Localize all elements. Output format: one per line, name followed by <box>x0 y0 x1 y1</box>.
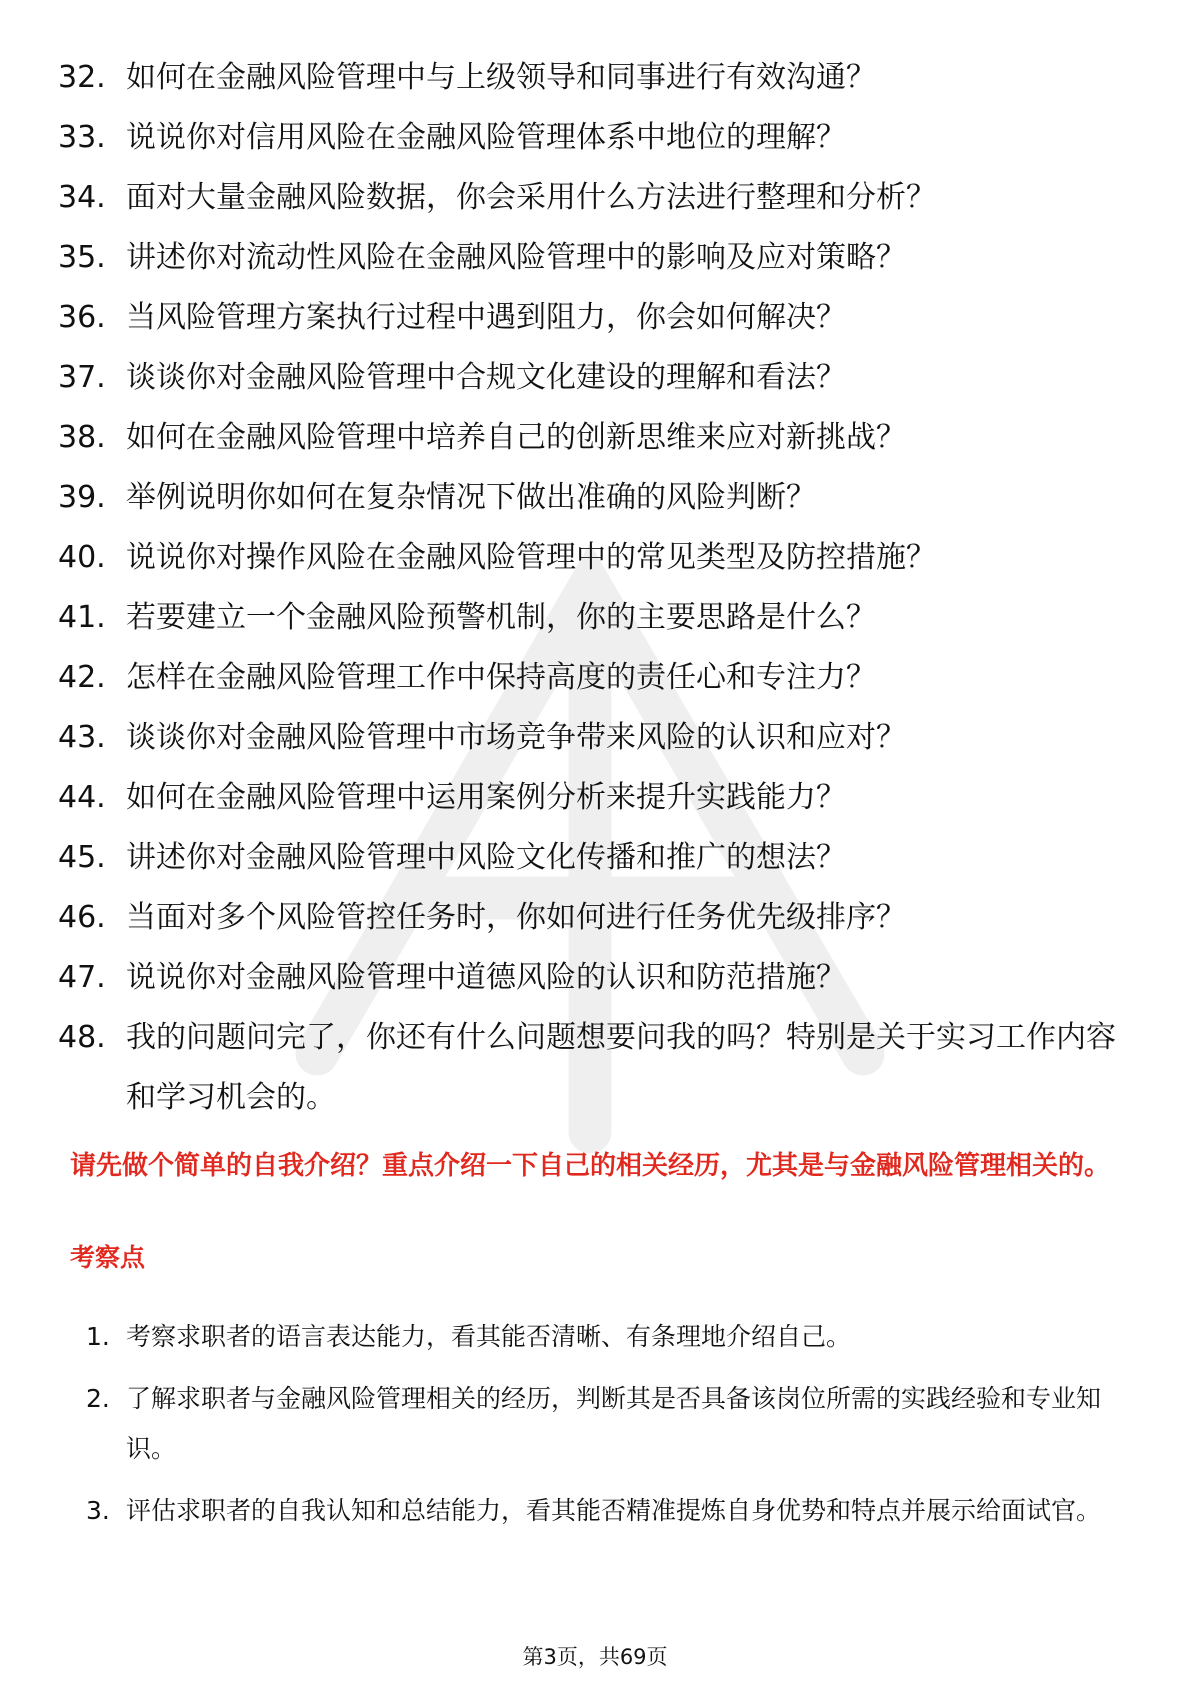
question-number: 34. <box>58 180 106 215</box>
question-text: 说说你对金融风险管理中道德风险的认识和防范措施？ <box>126 960 846 995</box>
question-number: 33. <box>58 120 106 155</box>
question-item <box>58 948 1138 1008</box>
question-number: 37. <box>58 360 106 395</box>
question-item <box>58 48 1138 108</box>
question-text: 说说你对操作风险在金融风险管理中的常见类型及防控措施？ <box>126 540 936 575</box>
evaluation-point <box>86 1374 1136 1474</box>
question-number: 47. <box>58 960 106 995</box>
question-number: 43. <box>58 720 106 755</box>
point-text: 了解求职者与金融风险管理相关的经历，判断其是否具备该岗位所需的实践经验和专业知识。 <box>126 1384 1102 1463</box>
evaluation-point <box>86 1312 1136 1362</box>
question-text: 我的问题问完了，你还有什么问题想要问我的吗？特别是关于实习工作内容和学习机会的。 <box>126 1020 1116 1115</box>
question-text: 说说你对信用风险在金融风险管理体系中地位的理解？ <box>126 120 846 155</box>
highlight-question: 请先做个简单的自我介绍？重点介绍一下自己的相关经历，尤其是与金融风险管理相关的。 <box>70 1151 1111 1181</box>
question-number: 46. <box>58 900 106 935</box>
question-text: 怎样在金融风险管理工作中保持高度的责任心和专注力？ <box>126 660 876 695</box>
question-text: 当风险管理方案执行过程中遇到阻力，你会如何解决？ <box>126 300 846 335</box>
question-item <box>58 648 1138 708</box>
question-text: 讲述你对流动性风险在金融风险管理中的影响及应对策略？ <box>126 240 906 275</box>
point-number: 2. <box>86 1384 110 1413</box>
question-list <box>58 48 1138 1128</box>
point-text: 评估求职者的自我认知和总结能力，看其能否精准提炼自身优势和特点并展示给面试官。 <box>126 1496 1102 1525</box>
point-number: 3. <box>86 1496 110 1525</box>
question-number: 39. <box>58 480 106 515</box>
question-text: 当面对多个风险管控任务时，你如何进行任务优先级排序？ <box>126 900 906 935</box>
question-item <box>58 348 1138 408</box>
question-number: 42. <box>58 660 106 695</box>
question-text: 如何在金融风险管理中与上级领导和同事进行有效沟通？ <box>126 60 876 95</box>
point-number: 1. <box>86 1322 110 1351</box>
question-item <box>58 888 1138 948</box>
question-item <box>58 408 1138 468</box>
question-item <box>58 828 1138 888</box>
question-text: 举例说明你如何在复杂情况下做出准确的风险判断？ <box>126 480 816 515</box>
question-item <box>58 168 1138 228</box>
section-title: 考察点 <box>70 1243 146 1272</box>
question-number: 44. <box>58 780 106 815</box>
question-text: 讲述你对金融风险管理中风险文化传播和推广的想法？ <box>126 840 846 875</box>
evaluation-points-list <box>86 1312 1136 1548</box>
question-number: 48. <box>58 1020 106 1055</box>
question-text: 如何在金融风险管理中培养自己的创新思维来应对新挑战？ <box>126 420 906 455</box>
question-number: 38. <box>58 420 106 455</box>
question-number: 32. <box>58 60 106 95</box>
question-item <box>58 708 1138 768</box>
question-text: 若要建立一个金融风险预警机制，你的主要思路是什么？ <box>126 600 876 635</box>
question-item <box>58 108 1138 168</box>
question-text: 谈谈你对金融风险管理中市场竞争带来风险的认识和应对？ <box>126 720 906 755</box>
question-item <box>58 768 1138 828</box>
question-item <box>58 528 1138 588</box>
question-number: 36. <box>58 300 106 335</box>
question-text: 谈谈你对金融风险管理中合规文化建设的理解和看法？ <box>126 360 846 395</box>
evaluation-point <box>86 1486 1136 1536</box>
question-item <box>58 588 1138 648</box>
question-text: 如何在金融风险管理中运用案例分析来提升实践能力？ <box>126 780 846 815</box>
question-item <box>58 228 1138 288</box>
question-item <box>58 288 1138 348</box>
point-text: 考察求职者的语言表达能力，看其能否清晰、有条理地介绍自己。 <box>126 1322 852 1351</box>
page-footer: 第3页，共69页 <box>522 1645 668 1669</box>
question-number: 35. <box>58 240 106 275</box>
question-item <box>58 1008 1138 1128</box>
question-number: 41. <box>58 600 106 635</box>
question-text: 面对大量金融风险数据，你会采用什么方法进行整理和分析？ <box>126 180 936 215</box>
question-item <box>58 468 1138 528</box>
question-number: 40. <box>58 540 106 575</box>
question-number: 45. <box>58 840 106 875</box>
